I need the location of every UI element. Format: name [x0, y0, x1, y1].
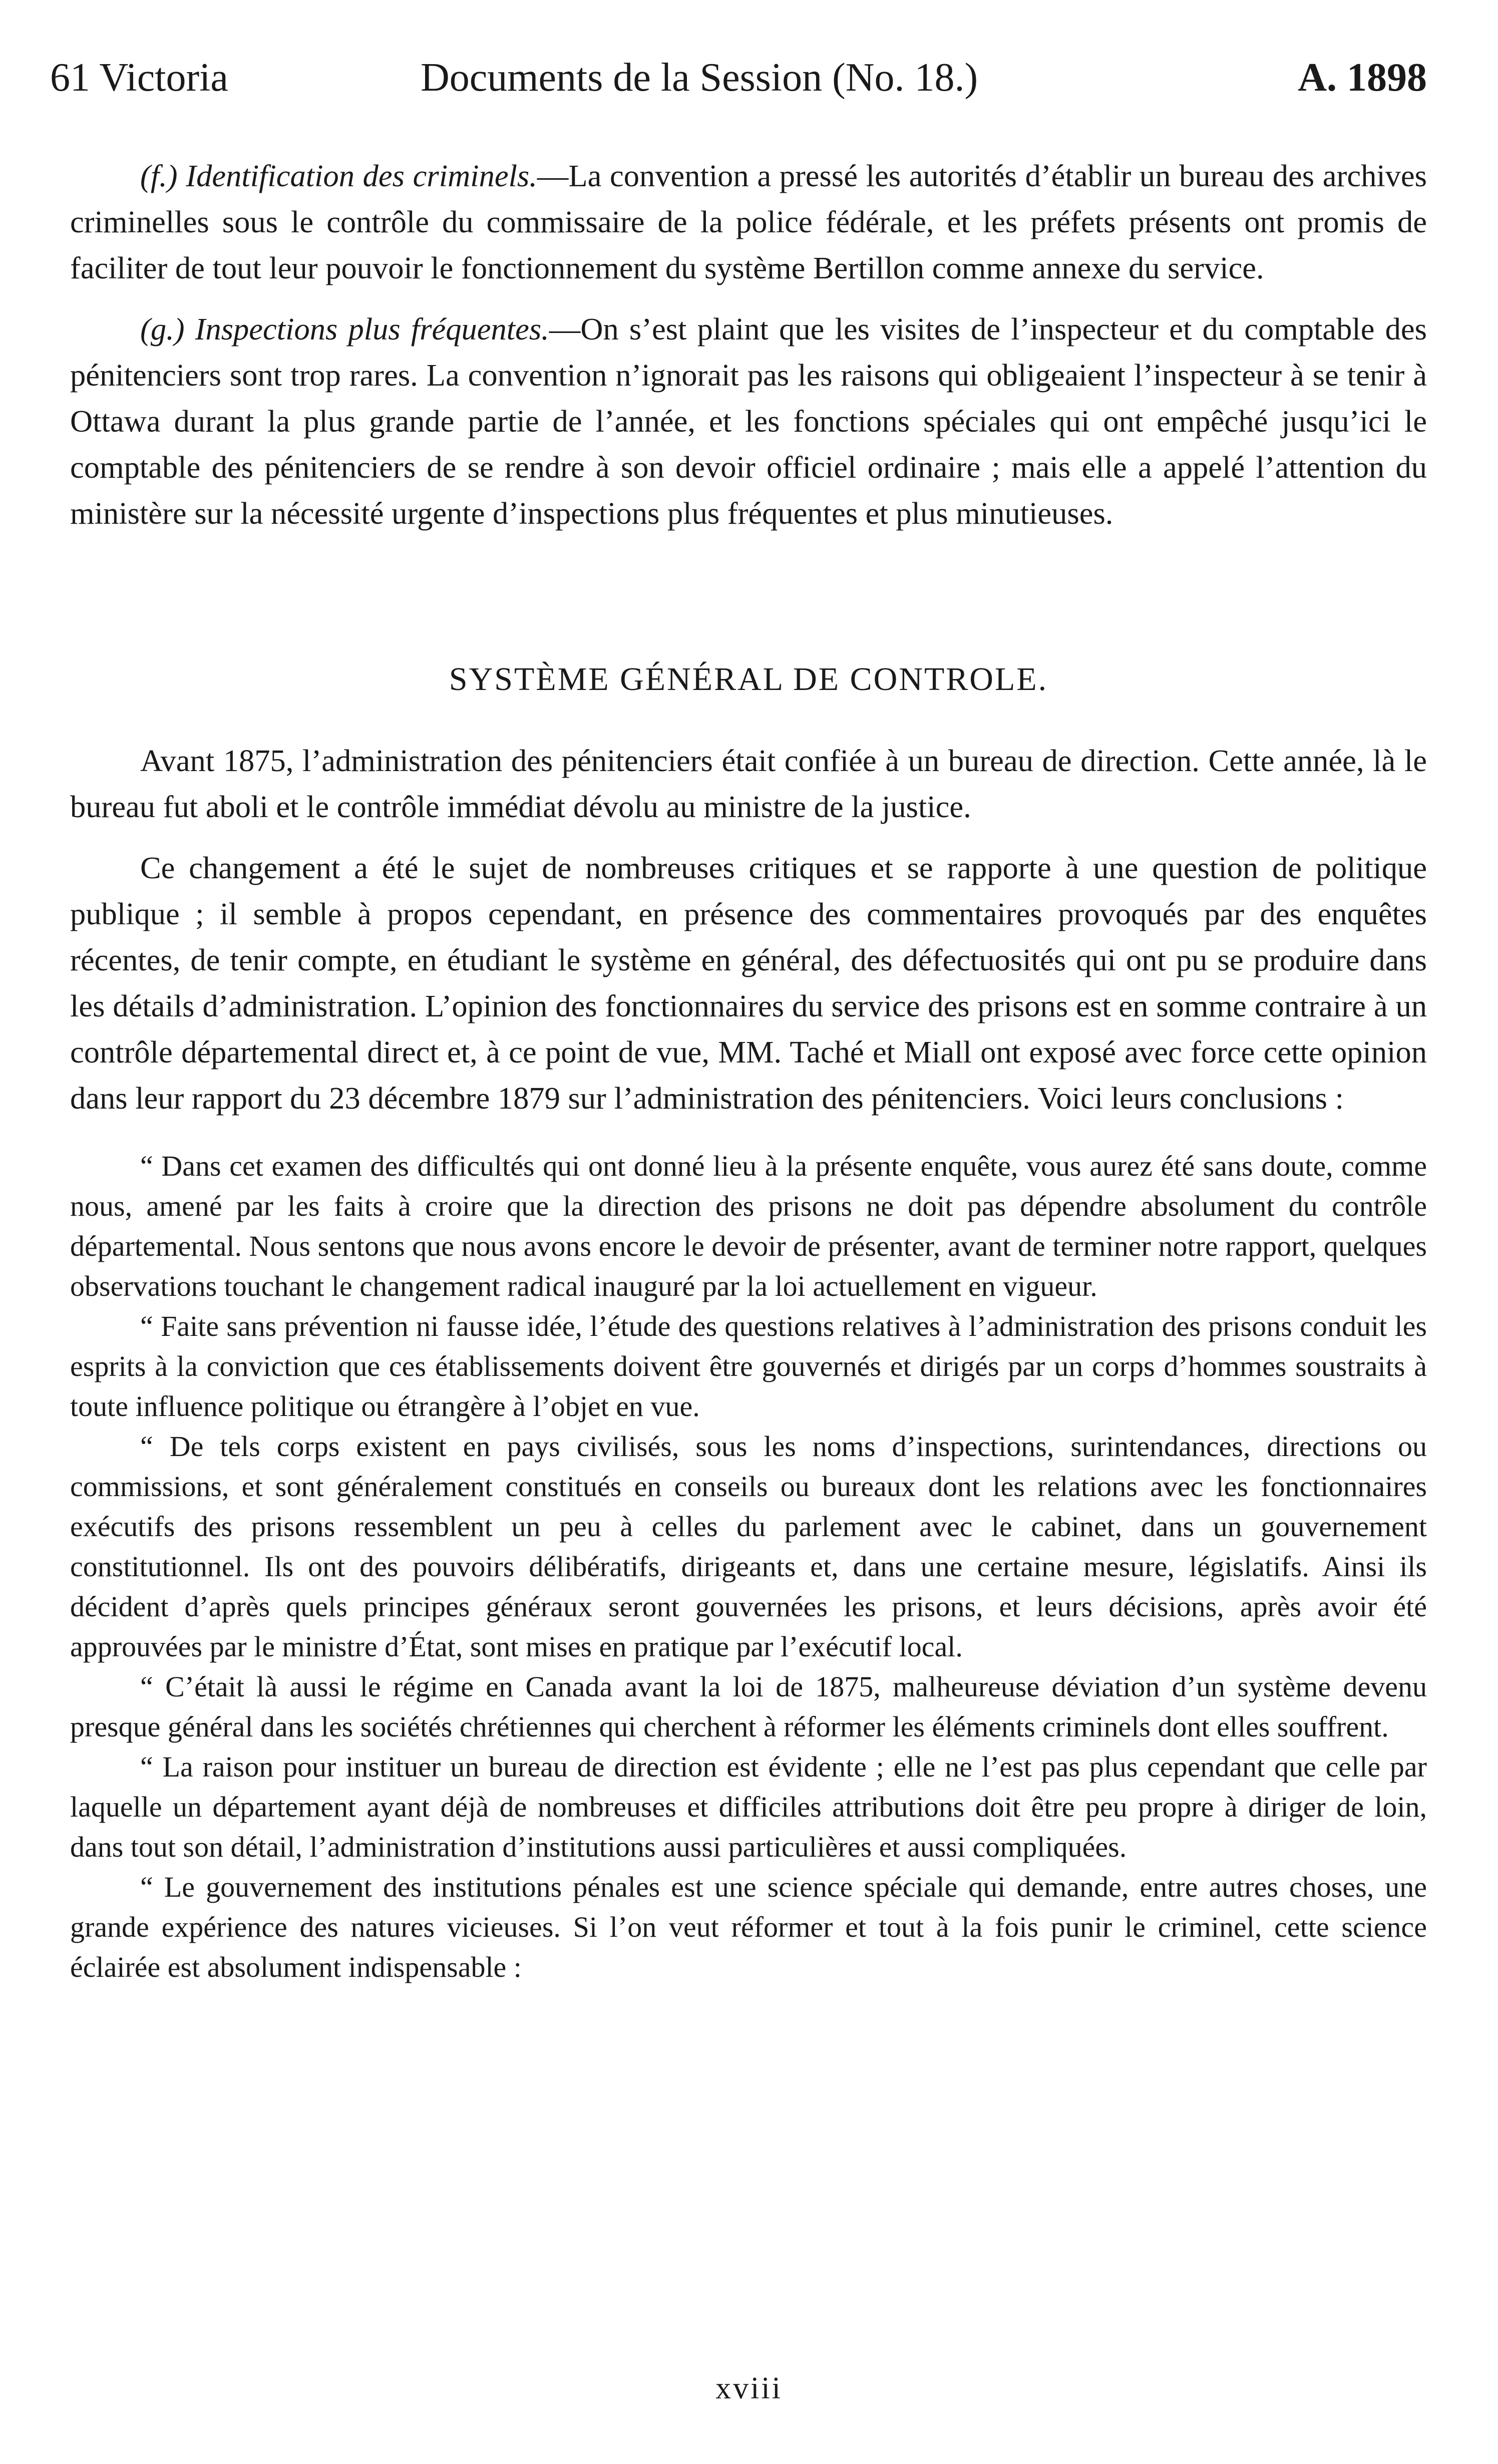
quote-paragraph: “ De tels corps existent en pays civilisés, sous les noms d’inspections, surintendances, directions ou commissions, et sont généralement constitués en conseils ou bureaux dont les relations avec les fonctionnaires exécutifs des prisons ressemblent un peu à celles du parlement avec le cabinet, dans un gouvernement constitutionnel. Ils ont des pouvoirs délibératifs, dirigeants et, dans une certaine mesure, législatifs. Ainsi ils décident d’après quels principes généraux seront gouvernées les prisons, et leurs décisions, après avoir été approuvées par le ministre d’État, sont mises en pratique par l’exécutif local.	[70, 1430, 1427, 1663]
section-title: SYSTÈME GÉNÉRAL DE CONTROLE.	[449, 661, 1048, 697]
section-paragraph: Avant 1875, l’administration des pénitenciers était confiée à un bureau de direction. Cette année, là le bureau fut aboli et le contrôle immédiat dévolu au ministre de la justice.	[70, 743, 1427, 824]
body-text	[70, 153, 1427, 1987]
quote-paragraph: “ Le gouvernement des institutions pénales est une science spéciale qui demande, entre autres choses, une grande expérience des natures vicieuses. Si l’on veut réformer et tout à la fois punir le criminel, cette science éclairée est absolument indispensable :	[70, 1871, 1427, 1983]
header-year: A. 1898	[1298, 56, 1427, 100]
section-paragraph: Ce changement a été le sujet de nombreuses critiques et se rapporte à une question de politique publique ; il semble à propos cependant, en présence des commentaires provoqués par des enquêtes récentes, de tenir compte, en étudiant le système en général, des défectuosités qui ont pu se produire dans les détails d’administration. L’opinion des fonctionnaires du service des prisons est en somme contraire à un contrôle départemental direct et, à ce point de vue, MM. Taché et Miall ont exposé avec force cette opinion dans leur rapport du 23 décembre 1879 sur l’administration des pénitenciers. Voici leurs conclusions :	[70, 850, 1427, 1116]
item-text-inspections: —On s’est plaint que les visites de l’inspecteur et du comptable des pénitenciers sont trop rares. La convention n’ignorait pas les raisons qui obligeaient l’inspecteur à se tenir à Ottawa durant la plus grande partie de l’année, et les fonctions spéciales qui ont empêché jusqu’ici le comptable des pénitenciers de se rendre à son devoir officiel ordinaire ; mais elle a appelé l’attention du ministère sur la nécessité urgente d’inspections plus fréquentes et plus minutieuses.	[70, 311, 1427, 531]
paragraph-identification	[70, 153, 1427, 291]
item-label-identification: (f.) Identification des criminels.	[140, 158, 537, 193]
item-label-inspections: (g.) Inspections plus fréquentes.	[140, 311, 549, 346]
paragraph-inspections	[70, 306, 1427, 536]
block-quote	[70, 1146, 1427, 1987]
header-volume: 61 Victoria	[50, 56, 228, 100]
header-title: Documents de la Session (No. 18.)	[421, 56, 978, 100]
quote-paragraph: “ Faite sans prévention ni fausse idée, l’étude des questions relatives à l’administration des prisons conduit les esprits à la conviction que ces établissements doivent être gouvernés et dirigés par un corps d’hommes soustraits à toute influence politique ou étrangère à l’objet en vue.	[70, 1310, 1427, 1423]
running-header	[50, 50, 1437, 105]
quote-paragraph: “ C’était là aussi le régime en Canada avant la loi de 1875, malheureuse déviation d’un système devenu presque général dans les sociétés chrétiennes qui cherchent à réformer les éléments criminels dont elles souffrent.	[70, 1670, 1427, 1743]
page-number: xviii	[715, 2371, 783, 2405]
quote-paragraph: “ La raison pour instituer un bureau de direction est évidente ; elle ne l’est pas plus cependant que celle par laquelle un département ayant déjà de nombreuses et difficiles attributions doit être peu propre à diriger de loin, dans tout son détail, l’administration d’institutions aussi particulières et aussi compliquées.	[70, 1750, 1427, 1863]
quote-paragraph: “ Dans cet examen des difficultés qui ont donné lieu à la présente enquête, vous aurez été sans doute, comme nous, amené par les faits à croire que la direction des prisons ne doit pas dépendre absolument du contrôle départemental. Nous sentons que nous avons encore le devoir de présenter, avant de terminer notre rapport, quelques observations touchant le changement radical inauguré par la loi actuellement en vigueur.	[70, 1150, 1427, 1302]
item-text-identification: —La convention a pressé les autorités d’établir un bureau des archives criminelles sous le contrôle du commissaire de la police fédérale, et les préfets présents ont promis de faciliter de tout leur pouvoir le fonctionnement du système Bertillon comme annexe du service.	[70, 158, 1427, 285]
